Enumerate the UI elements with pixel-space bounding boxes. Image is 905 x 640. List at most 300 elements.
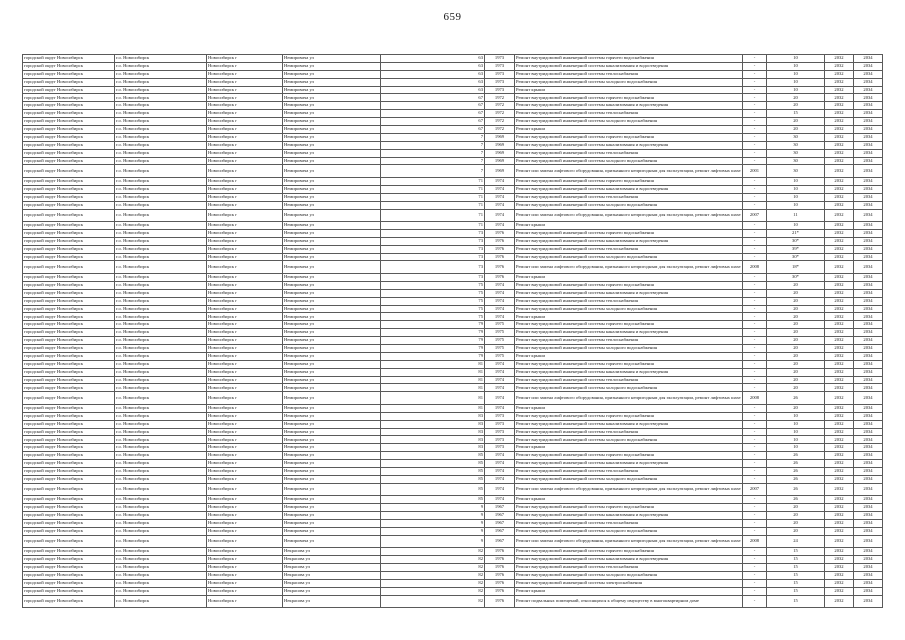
last-repair-year-cell: - <box>743 118 767 126</box>
table-row <box>23 94 883 102</box>
street-cell: Немировича ул <box>283 512 381 520</box>
start-year-cell: 2032 <box>825 444 854 452</box>
table-row <box>23 149 883 157</box>
last-repair-year-cell: - <box>743 563 767 571</box>
end-year-cell: 2034 <box>854 587 883 595</box>
end-year-cell: 2034 <box>854 222 883 230</box>
district-cell: г.о. Новосибирск <box>115 177 207 185</box>
work-type-cell: Ремонт крыши <box>515 86 743 94</box>
street-cell: Немировича ул <box>283 185 381 193</box>
table-row <box>23 579 883 587</box>
table-row <box>23 102 883 110</box>
city-cell: Новосибирск г <box>207 305 283 313</box>
table-row <box>23 444 883 452</box>
end-year-cell: 2034 <box>854 329 883 337</box>
city-cell: Новосибирск г <box>207 548 283 556</box>
city-cell: Новосибирск г <box>207 229 283 237</box>
wear-percent-cell: 10 <box>767 201 825 209</box>
end-year-cell: 2034 <box>854 157 883 165</box>
street-cell: Немировича ул <box>283 253 381 261</box>
last-repair-year-cell: - <box>743 237 767 245</box>
table-row <box>23 297 883 305</box>
last-repair-year-cell: - <box>743 475 767 483</box>
table-row <box>23 55 883 63</box>
district-cell: г.о. Новосибирск <box>115 563 207 571</box>
street-cell: Немировича ул <box>283 102 381 110</box>
last-repair-year-cell: - <box>743 126 767 134</box>
build-year-cell: 1974 <box>485 467 515 475</box>
wear-percent-cell: 10 <box>767 185 825 193</box>
work-type-cell: Ремонт крыши <box>515 587 743 595</box>
district-cell: г.о. Новосибирск <box>115 467 207 475</box>
house-number-cell: 79 <box>381 329 485 337</box>
table-row <box>23 337 883 345</box>
city-cell: Новосибирск г <box>207 62 283 70</box>
city-cell: Новосибирск г <box>207 595 283 608</box>
house-number-cell: 73 <box>381 273 485 281</box>
work-type-cell: Ремонт внутридомовой инженерной системы электроснабжения <box>515 579 743 587</box>
last-repair-year-cell: - <box>743 253 767 261</box>
table-row <box>23 157 883 165</box>
repair-schedule-table <box>22 54 883 608</box>
start-year-cell: 2032 <box>825 460 854 468</box>
municipality-cell: городской округ Новосибирск <box>23 460 115 468</box>
last-repair-year-cell: - <box>743 70 767 78</box>
house-number-cell: 7 <box>381 141 485 149</box>
end-year-cell: 2034 <box>854 519 883 527</box>
city-cell: Новосибирск г <box>207 165 283 178</box>
start-year-cell: 2032 <box>825 94 854 102</box>
end-year-cell: 2034 <box>854 245 883 253</box>
district-cell: г.о. Новосибирск <box>115 62 207 70</box>
build-year-cell: 1967 <box>485 527 515 535</box>
district-cell: г.о. Новосибирск <box>115 305 207 313</box>
city-cell: Новосибирск г <box>207 563 283 571</box>
end-year-cell: 2034 <box>854 261 883 274</box>
house-number-cell: 82 <box>381 579 485 587</box>
municipality-cell: городской округ Новосибирск <box>23 209 115 222</box>
start-year-cell: 2032 <box>825 587 854 595</box>
municipality-cell: городской округ Новосибирск <box>23 329 115 337</box>
municipality-cell: городской округ Новосибирск <box>23 165 115 178</box>
municipality-cell: городской округ Новосибирск <box>23 273 115 281</box>
street-cell: Немировича ул <box>283 345 381 353</box>
street-cell: Немировича ул <box>283 110 381 118</box>
city-cell: Новосибирск г <box>207 579 283 587</box>
table-row <box>23 345 883 353</box>
wear-percent-cell: 10 <box>767 428 825 436</box>
wear-percent-cell: 15 <box>767 587 825 595</box>
end-year-cell: 2034 <box>854 273 883 281</box>
build-year-cell: 1973 <box>485 428 515 436</box>
district-cell: г.о. Новосибирск <box>115 337 207 345</box>
house-number-cell: 81 <box>381 404 485 412</box>
table-row <box>23 368 883 376</box>
city-cell: Новосибирск г <box>207 587 283 595</box>
house-number-cell: 71 <box>381 177 485 185</box>
city-cell: Новосибирск г <box>207 504 283 512</box>
municipality-cell: городской округ Новосибирск <box>23 384 115 392</box>
house-number-cell: 75 <box>381 281 485 289</box>
street-cell: Немировича ул <box>283 329 381 337</box>
house-number-cell: 73 <box>381 253 485 261</box>
house-number-cell: 85 <box>381 452 485 460</box>
work-type-cell: Ремонт внутридомовой инженерной системы горячего водоснабжения <box>515 281 743 289</box>
municipality-cell: городской округ Новосибирск <box>23 352 115 360</box>
city-cell: Новосибирск г <box>207 157 283 165</box>
last-repair-year-cell: - <box>743 556 767 564</box>
build-year-cell: 1973 <box>485 55 515 63</box>
house-number-cell: 9 <box>381 535 485 548</box>
district-cell: г.о. Новосибирск <box>115 273 207 281</box>
work-type-cell: Ремонт или замена лифтового оборудования, признанного непригодным для эксплуатации, ремонт лифтовых шахт <box>515 165 743 178</box>
start-year-cell: 2032 <box>825 556 854 564</box>
end-year-cell: 2034 <box>854 496 883 504</box>
last-repair-year-cell: - <box>743 376 767 384</box>
build-year-cell: 1974 <box>485 177 515 185</box>
start-year-cell: 2032 <box>825 376 854 384</box>
start-year-cell: 2032 <box>825 201 854 209</box>
end-year-cell: 2034 <box>854 62 883 70</box>
district-cell: г.о. Новосибирск <box>115 110 207 118</box>
table-row <box>23 209 883 222</box>
street-cell: Немировича ул <box>283 245 381 253</box>
build-year-cell: 1969 <box>485 157 515 165</box>
house-number-cell: 67 <box>381 126 485 134</box>
last-repair-year-cell: - <box>743 428 767 436</box>
work-type-cell: Ремонт внутридомовой инженерной системы теплоснабжения <box>515 337 743 345</box>
table-row <box>23 245 883 253</box>
house-number-cell: 81 <box>381 384 485 392</box>
street-cell: Немировича ул <box>283 193 381 201</box>
end-year-cell: 2034 <box>854 55 883 63</box>
city-cell: Новосибирск г <box>207 126 283 134</box>
street-cell: Немировича ул <box>283 281 381 289</box>
last-repair-year-cell: - <box>743 548 767 556</box>
start-year-cell: 2032 <box>825 102 854 110</box>
municipality-cell: городской округ Новосибирск <box>23 177 115 185</box>
table-row <box>23 165 883 178</box>
work-type-cell: Ремонт внутридомовой инженерной системы канализования и водоотведения <box>515 62 743 70</box>
city-cell: Новосибирск г <box>207 149 283 157</box>
table-row <box>23 126 883 134</box>
street-cell: Немировича ул <box>283 467 381 475</box>
municipality-cell: городской округ Новосибирск <box>23 86 115 94</box>
start-year-cell: 2032 <box>825 185 854 193</box>
end-year-cell: 2034 <box>854 527 883 535</box>
last-repair-year-cell: - <box>743 467 767 475</box>
work-type-cell: Ремонт или замена лифтового оборудования, признанного непригодным для эксплуатации, ремонт лифтовых шахт <box>515 392 743 405</box>
work-type-cell: Ремонт внутридомовой инженерной системы канализования и водоотведения <box>515 289 743 297</box>
build-year-cell: 1972 <box>485 126 515 134</box>
build-year-cell: 1976 <box>485 571 515 579</box>
start-year-cell: 2032 <box>825 133 854 141</box>
start-year-cell: 2032 <box>825 535 854 548</box>
last-repair-year-cell: 2007 <box>743 209 767 222</box>
street-cell: Некрасова ул <box>283 556 381 564</box>
table-row <box>23 237 883 245</box>
city-cell: Новосибирск г <box>207 412 283 420</box>
table-row <box>23 352 883 360</box>
end-year-cell: 2034 <box>854 321 883 329</box>
city-cell: Новосибирск г <box>207 321 283 329</box>
build-year-cell: 1975 <box>485 321 515 329</box>
work-type-cell: Ремонт внутридомовой инженерной системы горячего водоснабжения <box>515 548 743 556</box>
municipality-cell: городской округ Новосибирск <box>23 571 115 579</box>
city-cell: Новосибирск г <box>207 222 283 230</box>
wear-percent-cell: 20 <box>767 504 825 512</box>
city-cell: Новосибирск г <box>207 556 283 564</box>
work-type-cell: Ремонт внутридомовой инженерной системы горячего водоснабжения <box>515 360 743 368</box>
street-cell: Немировича ул <box>283 384 381 392</box>
district-cell: г.о. Новосибирск <box>115 420 207 428</box>
end-year-cell: 2034 <box>854 177 883 185</box>
work-type-cell: Ремонт внутридомовой инженерной системы холодного водоснабжения <box>515 78 743 86</box>
start-year-cell: 2032 <box>825 289 854 297</box>
table-row <box>23 133 883 141</box>
municipality-cell: городской округ Новосибирск <box>23 436 115 444</box>
last-repair-year-cell: - <box>743 229 767 237</box>
street-cell: Некрасова ул <box>283 587 381 595</box>
end-year-cell: 2034 <box>854 237 883 245</box>
wear-percent-cell: 15 <box>767 579 825 587</box>
end-year-cell: 2034 <box>854 556 883 564</box>
district-cell: г.о. Новосибирск <box>115 384 207 392</box>
start-year-cell: 2032 <box>825 149 854 157</box>
city-cell: Новосибирск г <box>207 55 283 63</box>
start-year-cell: 2032 <box>825 595 854 608</box>
wear-percent-cell: 10 <box>767 420 825 428</box>
district-cell: г.о. Новосибирск <box>115 519 207 527</box>
table-row <box>23 201 883 209</box>
city-cell: Новосибирск г <box>207 245 283 253</box>
wear-percent-cell: 10 <box>767 70 825 78</box>
city-cell: Новосибирск г <box>207 571 283 579</box>
street-cell: Немировича ул <box>283 261 381 274</box>
end-year-cell: 2034 <box>854 141 883 149</box>
start-year-cell: 2032 <box>825 78 854 86</box>
start-year-cell: 2032 <box>825 571 854 579</box>
last-repair-year-cell: - <box>743 157 767 165</box>
house-number-cell: 63 <box>381 55 485 63</box>
wear-percent-cell: 30 <box>767 157 825 165</box>
work-type-cell: Ремонт внутридомовой инженерной системы канализования и водоотведения <box>515 329 743 337</box>
city-cell: Новосибирск г <box>207 177 283 185</box>
street-cell: Немировича ул <box>283 412 381 420</box>
end-year-cell: 2034 <box>854 595 883 608</box>
start-year-cell: 2032 <box>825 165 854 178</box>
house-number-cell: 75 <box>381 297 485 305</box>
last-repair-year-cell: - <box>743 352 767 360</box>
start-year-cell: 2032 <box>825 253 854 261</box>
street-cell: Немировича ул <box>283 444 381 452</box>
table-row <box>23 222 883 230</box>
street-cell: Немировича ул <box>283 460 381 468</box>
table-row <box>23 556 883 564</box>
district-cell: г.о. Новосибирск <box>115 297 207 305</box>
last-repair-year-cell: - <box>743 201 767 209</box>
table-row <box>23 360 883 368</box>
start-year-cell: 2032 <box>825 337 854 345</box>
start-year-cell: 2032 <box>825 352 854 360</box>
municipality-cell: городской округ Новосибирск <box>23 229 115 237</box>
work-type-cell: Ремонт внутридомовой инженерной системы канализования и водоотведения <box>515 141 743 149</box>
wear-percent-cell: 26 <box>767 483 825 496</box>
wear-percent-cell: 30* <box>767 253 825 261</box>
municipality-cell: городской округ Новосибирск <box>23 313 115 321</box>
build-year-cell: 1974 <box>485 360 515 368</box>
table-row <box>23 519 883 527</box>
start-year-cell: 2032 <box>825 273 854 281</box>
last-repair-year-cell: - <box>743 504 767 512</box>
end-year-cell: 2034 <box>854 360 883 368</box>
city-cell: Новосибирск г <box>207 436 283 444</box>
last-repair-year-cell: - <box>743 110 767 118</box>
build-year-cell: 1976 <box>485 579 515 587</box>
municipality-cell: городской округ Новосибирск <box>23 337 115 345</box>
work-type-cell: Ремонт крыши <box>515 222 743 230</box>
table-row <box>23 329 883 337</box>
street-cell: Немировича ул <box>283 70 381 78</box>
table-row <box>23 467 883 475</box>
street-cell: Некрасова ул <box>283 595 381 608</box>
district-cell: г.о. Новосибирск <box>115 460 207 468</box>
table-row <box>23 376 883 384</box>
house-number-cell: 9 <box>381 512 485 520</box>
street-cell: Немировича ул <box>283 452 381 460</box>
municipality-cell: городской округ Новосибирск <box>23 149 115 157</box>
wear-percent-cell: 26 <box>767 496 825 504</box>
street-cell: Немировича ул <box>283 360 381 368</box>
end-year-cell: 2034 <box>854 428 883 436</box>
build-year-cell: 1974 <box>485 460 515 468</box>
start-year-cell: 2032 <box>825 86 854 94</box>
last-repair-year-cell: - <box>743 102 767 110</box>
house-number-cell: 67 <box>381 118 485 126</box>
last-repair-year-cell: 2008 <box>743 535 767 548</box>
table-row <box>23 512 883 520</box>
start-year-cell: 2032 <box>825 229 854 237</box>
work-type-cell: Ремонт внутридомовой инженерной системы теплоснабжения <box>515 519 743 527</box>
municipality-cell: городской округ Новосибирск <box>23 78 115 86</box>
house-number-cell: 82 <box>381 587 485 595</box>
last-repair-year-cell: - <box>743 519 767 527</box>
district-cell: г.о. Новосибирск <box>115 253 207 261</box>
work-type-cell: Ремонт внутридомовой инженерной системы горячего водоснабжения <box>515 55 743 63</box>
street-cell: Немировича ул <box>283 376 381 384</box>
build-year-cell: 1974 <box>485 475 515 483</box>
end-year-cell: 2034 <box>854 165 883 178</box>
build-year-cell: 1974 <box>485 313 515 321</box>
district-cell: г.о. Новосибирск <box>115 245 207 253</box>
street-cell: Некрасова ул <box>283 563 381 571</box>
end-year-cell: 2034 <box>854 297 883 305</box>
municipality-cell: городской округ Новосибирск <box>23 321 115 329</box>
table-row <box>23 78 883 86</box>
house-number-cell: 83 <box>381 428 485 436</box>
start-year-cell: 2032 <box>825 420 854 428</box>
house-number-cell: 73 <box>381 237 485 245</box>
work-type-cell: Ремонт крыши <box>515 404 743 412</box>
house-number-cell: 79 <box>381 337 485 345</box>
work-type-cell: Ремонт внутридомовой инженерной системы горячего водоснабжения <box>515 412 743 420</box>
district-cell: г.о. Новосибирск <box>115 126 207 134</box>
work-type-cell: Ремонт внутридомовой инженерной системы горячего водоснабжения <box>515 177 743 185</box>
wear-percent-cell: 20 <box>767 118 825 126</box>
build-year-cell: 1974 <box>485 281 515 289</box>
end-year-cell: 2034 <box>854 102 883 110</box>
city-cell: Новосибирск г <box>207 384 283 392</box>
work-type-cell: Ремонт внутридомовой инженерной системы канализования и водоотведения <box>515 237 743 245</box>
end-year-cell: 2034 <box>854 281 883 289</box>
city-cell: Новосибирск г <box>207 110 283 118</box>
start-year-cell: 2032 <box>825 452 854 460</box>
house-number-cell: 82 <box>381 571 485 579</box>
house-number-cell: 81 <box>381 392 485 405</box>
end-year-cell: 2034 <box>854 229 883 237</box>
wear-percent-cell: 18* <box>767 261 825 274</box>
end-year-cell: 2034 <box>854 412 883 420</box>
last-repair-year-cell: - <box>743 587 767 595</box>
district-cell: г.о. Новосибирск <box>115 548 207 556</box>
wear-percent-cell: 15 <box>767 571 825 579</box>
street-cell: Немировича ул <box>283 428 381 436</box>
start-year-cell: 2032 <box>825 305 854 313</box>
street-cell: Некрасова ул <box>283 571 381 579</box>
wear-percent-cell: 10 <box>767 412 825 420</box>
work-type-cell: Ремонт внутридомовой инженерной системы теплоснабжения <box>515 297 743 305</box>
house-number-cell: 67 <box>381 94 485 102</box>
start-year-cell: 2032 <box>825 404 854 412</box>
municipality-cell: городской округ Новосибирск <box>23 467 115 475</box>
city-cell: Новосибирск г <box>207 313 283 321</box>
build-year-cell: 1976 <box>485 556 515 564</box>
work-type-cell: Ремонт внутридомовой инженерной системы канализования и водоотведения <box>515 420 743 428</box>
municipality-cell: городской округ Новосибирск <box>23 519 115 527</box>
wear-percent-cell: 20 <box>767 313 825 321</box>
street-cell: Немировича ул <box>283 118 381 126</box>
wear-percent-cell: 20 <box>767 305 825 313</box>
house-number-cell: 85 <box>381 460 485 468</box>
start-year-cell: 2032 <box>825 483 854 496</box>
end-year-cell: 2034 <box>854 345 883 353</box>
work-type-cell: Ремонт крыши <box>515 444 743 452</box>
district-cell: г.о. Новосибирск <box>115 345 207 353</box>
municipality-cell: городской округ Новосибирск <box>23 289 115 297</box>
page-number: 659 <box>443 11 462 23</box>
build-year-cell: 1973 <box>485 78 515 86</box>
city-cell: Новосибирск г <box>207 329 283 337</box>
table-row <box>23 452 883 460</box>
start-year-cell: 2032 <box>825 177 854 185</box>
work-type-cell: Ремонт внутридомовой инженерной системы холодного водоснабжения <box>515 475 743 483</box>
start-year-cell: 2032 <box>825 384 854 392</box>
table-row <box>23 483 883 496</box>
house-number-cell: 83 <box>381 436 485 444</box>
municipality-cell: городской округ Новосибирск <box>23 193 115 201</box>
street-cell: Немировича ул <box>283 305 381 313</box>
start-year-cell: 2032 <box>825 141 854 149</box>
wear-percent-cell: 30 <box>767 141 825 149</box>
start-year-cell: 2032 <box>825 392 854 405</box>
district-cell: г.о. Новосибирск <box>115 352 207 360</box>
start-year-cell: 2032 <box>825 297 854 305</box>
work-type-cell: Ремонт внутридомовой инженерной системы теплоснабжения <box>515 149 743 157</box>
district-cell: г.о. Новосибирск <box>115 571 207 579</box>
house-number-cell: 83 <box>381 444 485 452</box>
wear-percent-cell: 15 <box>767 110 825 118</box>
city-cell: Новосибирск г <box>207 297 283 305</box>
